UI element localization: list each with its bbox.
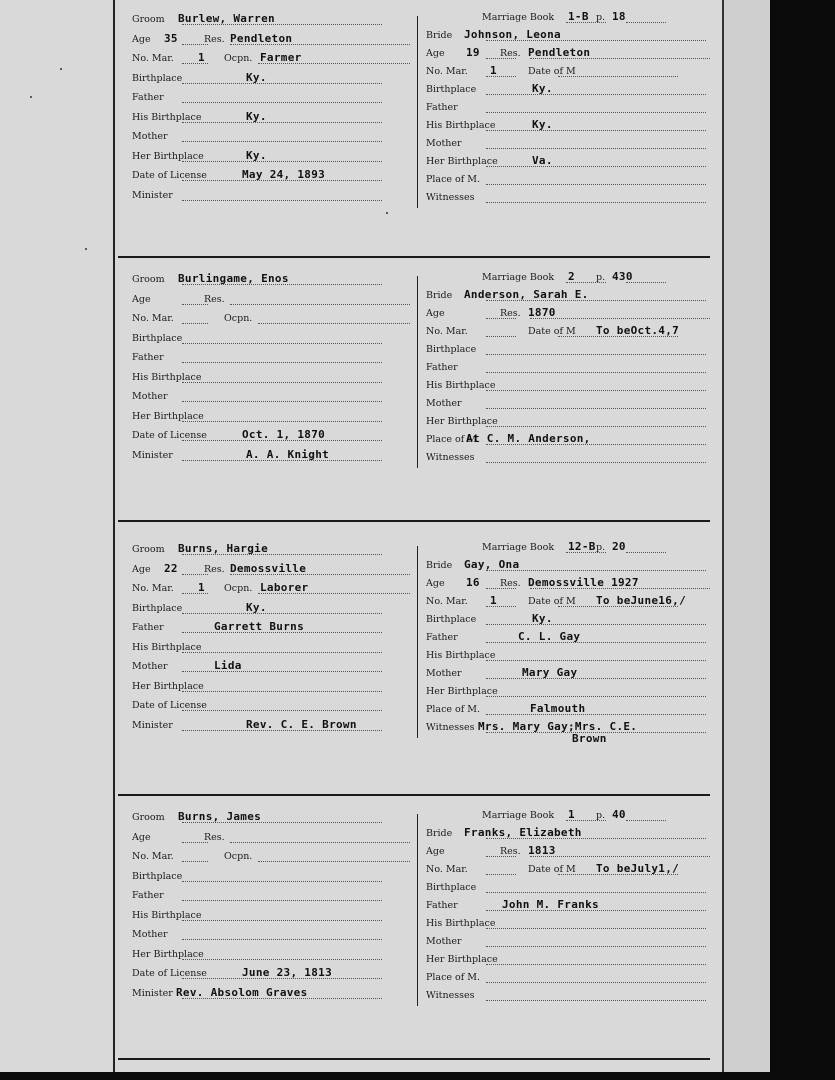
groom-res-value: Pendleton bbox=[230, 31, 293, 45]
fill-line bbox=[486, 112, 706, 113]
groom-minister-label: Minister bbox=[132, 987, 173, 999]
fill-line bbox=[486, 946, 706, 947]
groom-date-of-license-label: Date of License bbox=[132, 700, 207, 711]
bride-book-value: 2 bbox=[568, 270, 575, 283]
bride-res-label: Res. bbox=[500, 308, 521, 319]
fill-line bbox=[258, 861, 410, 862]
groom-res-label: Res. bbox=[204, 33, 225, 45]
bride-father-value: C. L. Gay bbox=[518, 630, 581, 643]
fill-line bbox=[182, 200, 382, 201]
bride-date-of-m-label: Date of M bbox=[528, 864, 576, 875]
bride-birthplace-label: Birthplace bbox=[426, 344, 477, 355]
bride-date-of-m-label: Date of M bbox=[528, 596, 576, 607]
bride-witnesses-label: Witnesses bbox=[426, 452, 475, 463]
groom-date-of-license-label: Date of License bbox=[132, 170, 207, 181]
fill-line bbox=[486, 426, 706, 427]
groom-father-label: Father bbox=[132, 622, 164, 633]
groom-his-birthplace-label: His Birthplace bbox=[132, 909, 202, 921]
groom-date-of-license-value: June 23, 1813 bbox=[242, 966, 332, 979]
bride-name-value: Franks, Elizabeth bbox=[464, 826, 582, 839]
bride-res-label: Res. bbox=[500, 48, 521, 59]
column-divider bbox=[417, 546, 418, 738]
bride-father-label: Father bbox=[426, 900, 458, 911]
groom-her-birthplace-label: Her Birthplace bbox=[132, 150, 204, 162]
bride-age-label: Age bbox=[426, 308, 445, 319]
fill-line bbox=[486, 202, 706, 203]
bride-place-of-m-value: Falmouth bbox=[530, 702, 586, 715]
bride-his-birthplace-label: His Birthplace bbox=[426, 918, 496, 929]
bride-name-value: Gay, Ona bbox=[464, 558, 520, 571]
bride-page-value: 20 bbox=[612, 540, 626, 553]
groom-her-birthplace-label: Her Birthplace bbox=[132, 948, 204, 960]
bride-mother-label: Mother bbox=[426, 138, 462, 149]
groom-her-birthplace-value: Ky. bbox=[246, 148, 267, 162]
bride-res-value: 1870 bbox=[528, 306, 556, 319]
fill-line bbox=[486, 354, 706, 355]
groom-name-value: Burlew, Warren bbox=[178, 12, 275, 25]
groom-res-value: Demossville bbox=[230, 561, 307, 575]
fill-line bbox=[626, 552, 666, 553]
fill-line bbox=[182, 881, 382, 882]
fill-line bbox=[182, 343, 382, 344]
groom-res-label: Res. bbox=[204, 563, 225, 575]
marriage-record-card bbox=[118, 268, 710, 522]
bride-page-value: 430 bbox=[612, 270, 633, 283]
groom-name-value: Burns, James bbox=[178, 810, 262, 823]
groom-birthplace-label: Birthplace bbox=[132, 332, 183, 344]
groom-groom-label: Groom bbox=[132, 274, 165, 285]
fill-line bbox=[486, 964, 706, 965]
fill-line bbox=[530, 318, 710, 319]
fill-line bbox=[182, 613, 382, 614]
groom-date-of-license-label: Date of License bbox=[132, 430, 207, 441]
groom-name-value: Burlingame, Enos bbox=[178, 272, 289, 285]
bride-book-value: 12-B bbox=[568, 540, 596, 553]
groom-birthplace-label: Birthplace bbox=[132, 602, 183, 614]
bride-p-label: p. bbox=[596, 272, 606, 283]
bride-witnesses-value: Mrs. Mary Gay;Mrs. C.E. bbox=[478, 720, 638, 733]
bride-age-label: Age bbox=[426, 846, 445, 857]
groom-father-label: Father bbox=[132, 92, 164, 103]
bride-witnesses-continued: Brown bbox=[572, 732, 607, 745]
bride-his-birthplace-value: Ky. bbox=[532, 118, 553, 131]
fill-line bbox=[486, 928, 706, 929]
bride-date-of-m-label: Date of M bbox=[528, 66, 576, 77]
fill-line bbox=[182, 652, 382, 653]
bride-date-of-m-label: Date of M bbox=[528, 326, 576, 337]
film-black-border bbox=[770, 0, 835, 1080]
column-divider bbox=[417, 16, 418, 208]
bride-marriage-book-label: Marriage Book bbox=[482, 810, 555, 821]
fill-line bbox=[182, 920, 382, 921]
bride-marriage-book-label: Marriage Book bbox=[482, 542, 555, 553]
bride-place-of-m-label: Place of M. bbox=[426, 704, 481, 715]
bride-no-mar-value: 1 bbox=[490, 594, 497, 607]
bride-her-birthplace-label: Her Birthplace bbox=[426, 156, 498, 167]
bride-birthplace-label: Birthplace bbox=[426, 614, 477, 625]
groom-age-label: Age bbox=[132, 563, 151, 575]
fill-line bbox=[486, 1000, 706, 1001]
left-margin-rule bbox=[113, 0, 115, 1072]
groom-ocpn-label: Ocpn. bbox=[224, 53, 253, 64]
fill-line bbox=[486, 390, 706, 391]
fill-line bbox=[182, 959, 382, 960]
groom-mother-value: Lida bbox=[214, 659, 242, 672]
fill-line bbox=[626, 282, 666, 283]
groom-age-label: Age bbox=[132, 831, 151, 843]
groom-ocpn-label: Ocpn. bbox=[224, 851, 253, 862]
film-speck bbox=[85, 248, 87, 250]
groom-age-label: Age bbox=[132, 33, 151, 45]
bride-page-value: 40 bbox=[612, 808, 626, 821]
bride-age-value: 19 bbox=[466, 46, 480, 59]
groom-no-mar-label: No. Mar. bbox=[132, 583, 174, 594]
groom-ocpn-label: Ocpn. bbox=[224, 313, 253, 324]
groom-no-mar-value: 1 bbox=[198, 581, 205, 594]
fill-line bbox=[626, 820, 666, 821]
groom-his-birthplace-label: His Birthplace bbox=[132, 641, 202, 653]
bride-birthplace-value: Ky. bbox=[532, 612, 553, 625]
fill-line bbox=[182, 939, 382, 940]
fill-line bbox=[486, 462, 706, 463]
groom-father-label: Father bbox=[132, 352, 164, 363]
bride-father-value: John M. Franks bbox=[502, 898, 599, 911]
bride-bride-label: Bride bbox=[426, 30, 453, 41]
bride-witnesses-label: Witnesses bbox=[426, 722, 475, 733]
fill-line bbox=[486, 678, 706, 679]
fill-line bbox=[486, 148, 706, 149]
fill-line bbox=[486, 166, 706, 167]
bride-p-label: p. bbox=[596, 810, 606, 821]
groom-no-mar-label: No. Mar. bbox=[132, 53, 174, 64]
bride-name-value: Anderson, Sarah E. bbox=[464, 288, 589, 301]
groom-minister-label: Minister bbox=[132, 189, 173, 201]
bride-mother-label: Mother bbox=[426, 936, 462, 947]
fill-line bbox=[182, 900, 382, 901]
bride-place-of-m-label: Place of M. bbox=[426, 972, 481, 983]
groom-birthplace-value: Ky. bbox=[246, 600, 267, 614]
fill-line bbox=[558, 76, 678, 77]
groom-res-label: Res. bbox=[204, 293, 225, 305]
bride-place-of-m-label: Place of M. bbox=[426, 174, 481, 185]
fill-line bbox=[486, 696, 706, 697]
groom-age-value: 35 bbox=[164, 31, 178, 45]
bride-birthplace-label: Birthplace bbox=[426, 84, 477, 95]
bride-witnesses-label: Witnesses bbox=[426, 990, 475, 1001]
groom-mother-label: Mother bbox=[132, 131, 168, 142]
groom-minister-value: A. A. Knight bbox=[246, 447, 330, 461]
bride-father-label: Father bbox=[426, 362, 458, 373]
groom-groom-label: Groom bbox=[132, 544, 165, 555]
groom-groom-label: Groom bbox=[132, 14, 165, 25]
groom-birthplace-label: Birthplace bbox=[132, 870, 183, 882]
fill-line bbox=[182, 861, 208, 862]
fill-line bbox=[182, 691, 382, 692]
bride-mother-value: Mary Gay bbox=[522, 666, 578, 679]
bride-name-value: Johnson, Leona bbox=[464, 28, 561, 41]
groom-minister-value: Rev. Absolom Graves bbox=[176, 985, 308, 999]
groom-mother-label: Mother bbox=[132, 391, 168, 402]
fill-line bbox=[486, 624, 706, 625]
marriage-record-card bbox=[118, 8, 710, 258]
fill-line bbox=[182, 323, 208, 324]
groom-his-birthplace-label: His Birthplace bbox=[132, 111, 202, 123]
fill-line bbox=[182, 122, 382, 123]
bride-place-of-m-label: Place of M. bbox=[426, 434, 481, 445]
groom-ocpn-value: Laborer bbox=[260, 581, 309, 594]
bride-no-mar-label: No. Mar. bbox=[426, 66, 468, 77]
fill-line bbox=[486, 660, 706, 661]
groom-no-mar-label: No. Mar. bbox=[132, 313, 174, 324]
groom-minister-value: Rev. C. E. Brown bbox=[246, 717, 357, 731]
fill-line bbox=[182, 401, 382, 402]
record-separator bbox=[118, 1058, 710, 1060]
groom-age-value: 22 bbox=[164, 561, 178, 575]
groom-groom-label: Groom bbox=[132, 812, 165, 823]
fill-line bbox=[182, 382, 382, 383]
fill-line bbox=[486, 94, 706, 95]
bride-no-mar-label: No. Mar. bbox=[426, 326, 468, 337]
fill-line bbox=[182, 83, 382, 84]
fill-line bbox=[626, 22, 666, 23]
groom-ocpn-value: Farmer bbox=[260, 51, 302, 64]
groom-no-mar-value: 1 bbox=[198, 51, 205, 64]
fill-line bbox=[486, 982, 706, 983]
bride-age-label: Age bbox=[426, 578, 445, 589]
bride-father-label: Father bbox=[426, 102, 458, 113]
fill-line bbox=[182, 102, 382, 103]
bride-no-mar-label: No. Mar. bbox=[426, 864, 468, 875]
fill-line bbox=[530, 588, 710, 589]
fill-line bbox=[182, 421, 382, 422]
fill-line bbox=[530, 58, 710, 59]
groom-his-birthplace-value: Ky. bbox=[246, 109, 267, 123]
fill-line bbox=[182, 362, 382, 363]
marriage-record-card bbox=[118, 806, 710, 1060]
groom-ocpn-label: Ocpn. bbox=[224, 583, 253, 594]
fill-line bbox=[182, 161, 382, 162]
fill-line bbox=[230, 304, 410, 305]
bride-his-birthplace-label: His Birthplace bbox=[426, 650, 496, 661]
groom-mother-label: Mother bbox=[132, 661, 168, 672]
bride-res-label: Res. bbox=[500, 846, 521, 857]
bride-res-label: Res. bbox=[500, 578, 521, 589]
fill-line bbox=[486, 336, 516, 337]
bride-mother-label: Mother bbox=[426, 398, 462, 409]
fill-line bbox=[530, 856, 710, 857]
bride-mother-label: Mother bbox=[426, 668, 462, 679]
bride-no-mar-value: 1 bbox=[490, 64, 497, 77]
groom-father-value: Garrett Burns bbox=[214, 620, 304, 633]
fill-line bbox=[486, 184, 706, 185]
groom-res-label: Res. bbox=[204, 831, 225, 843]
bride-book-value: 1 bbox=[568, 808, 575, 821]
groom-age-label: Age bbox=[132, 293, 151, 305]
bride-his-birthplace-label: His Birthplace bbox=[426, 380, 496, 391]
fill-line bbox=[486, 892, 706, 893]
bride-marriage-book-label: Marriage Book bbox=[482, 12, 555, 23]
groom-minister-label: Minister bbox=[132, 719, 173, 731]
bride-age-value: 16 bbox=[466, 576, 480, 589]
bride-her-birthplace-label: Her Birthplace bbox=[426, 954, 498, 965]
column-divider bbox=[417, 814, 418, 1006]
bride-birthplace-value: Ky. bbox=[532, 82, 553, 95]
bride-birthplace-label: Birthplace bbox=[426, 882, 477, 893]
groom-birthplace-value: Ky. bbox=[246, 70, 267, 84]
groom-date-of-license-value: May 24, 1893 bbox=[242, 168, 326, 181]
groom-mother-label: Mother bbox=[132, 929, 168, 940]
bride-res-value: Pendleton bbox=[528, 46, 591, 59]
bride-father-label: Father bbox=[426, 632, 458, 643]
bride-page-value: 18 bbox=[612, 10, 626, 23]
groom-date-of-license-value: Oct. 1, 1870 bbox=[242, 428, 326, 441]
bride-res-value: 1813 bbox=[528, 844, 556, 857]
bride-book-value: 1-B bbox=[568, 10, 589, 23]
fill-line bbox=[486, 714, 706, 715]
fill-line bbox=[486, 130, 706, 131]
groom-her-birthplace-label: Her Birthplace bbox=[132, 410, 204, 422]
bride-her-birthplace-label: Her Birthplace bbox=[426, 686, 498, 697]
groom-name-value: Burns, Hargie bbox=[178, 542, 268, 555]
groom-her-birthplace-label: Her Birthplace bbox=[132, 680, 204, 692]
film-speck bbox=[386, 212, 388, 214]
bride-bride-label: Bride bbox=[426, 828, 453, 839]
film-speck bbox=[30, 96, 32, 98]
fill-line bbox=[230, 842, 410, 843]
fill-line bbox=[558, 336, 678, 337]
bride-date-of-m-value: To beJuly1,/ bbox=[596, 862, 680, 875]
groom-father-label: Father bbox=[132, 890, 164, 901]
page-edge-strip bbox=[724, 0, 770, 1072]
record-separator bbox=[118, 256, 710, 258]
fill-line bbox=[258, 323, 410, 324]
column-divider bbox=[417, 276, 418, 468]
bride-p-label: p. bbox=[596, 12, 606, 23]
record-separator bbox=[118, 520, 710, 522]
fill-line bbox=[558, 874, 678, 875]
bride-her-birthplace-value: Va. bbox=[532, 154, 553, 167]
right-margin-rule bbox=[722, 0, 724, 1072]
marriage-record-card bbox=[118, 538, 710, 796]
fill-line bbox=[182, 671, 382, 672]
bride-marriage-book-label: Marriage Book bbox=[482, 272, 555, 283]
fill-line bbox=[486, 874, 516, 875]
groom-minister-label: Minister bbox=[132, 449, 173, 461]
bride-place-of-m-value: At C. M. Anderson, bbox=[466, 432, 591, 445]
fill-line bbox=[486, 372, 706, 373]
bride-age-label: Age bbox=[426, 48, 445, 59]
film-speck bbox=[60, 68, 62, 70]
fill-line bbox=[182, 141, 382, 142]
bride-date-of-m-value: To beJune16,/ bbox=[596, 594, 686, 607]
fill-line bbox=[486, 408, 706, 409]
bride-res-value: Demossville 1927 bbox=[528, 576, 639, 589]
bride-bride-label: Bride bbox=[426, 290, 453, 301]
groom-date-of-license-label: Date of License bbox=[132, 968, 207, 979]
record-separator bbox=[118, 794, 710, 796]
bride-date-of-m-value: To beOct.4,7 bbox=[596, 324, 680, 337]
bride-p-label: p. bbox=[596, 542, 606, 553]
groom-no-mar-label: No. Mar. bbox=[132, 851, 174, 862]
bride-no-mar-label: No. Mar. bbox=[426, 596, 468, 607]
groom-birthplace-label: Birthplace bbox=[132, 72, 183, 84]
bride-his-birthplace-label: His Birthplace bbox=[426, 120, 496, 131]
bride-witnesses-label: Witnesses bbox=[426, 192, 475, 203]
groom-his-birthplace-label: His Birthplace bbox=[132, 371, 202, 383]
bride-her-birthplace-label: Her Birthplace bbox=[426, 416, 498, 427]
fill-line bbox=[182, 710, 382, 711]
bride-bride-label: Bride bbox=[426, 560, 453, 571]
fill-line bbox=[558, 606, 678, 607]
